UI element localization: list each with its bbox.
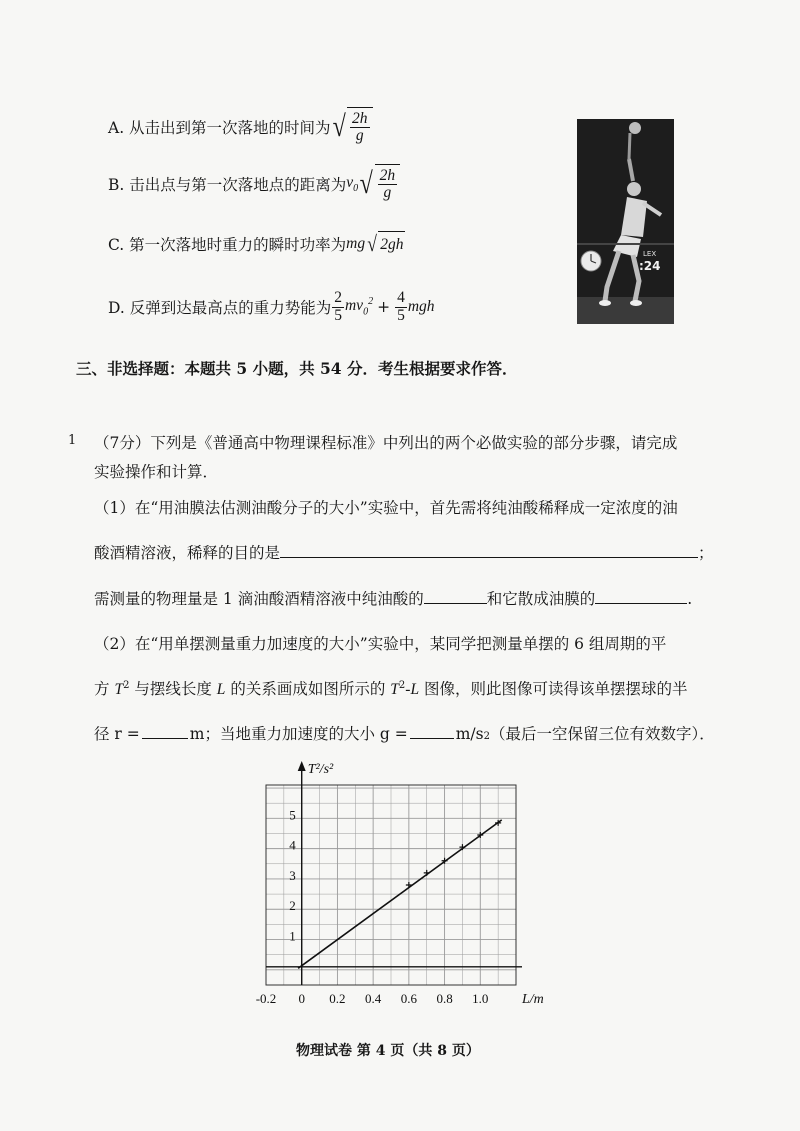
part2-line3-sup: 2 — [483, 731, 490, 742]
option-d-mv: mv — [344, 297, 364, 315]
tennis-serve-photo — [577, 119, 674, 324]
section-heading: 三、非选择题：本题共 5 小题，共 54 分．考生根据要求作答． — [76, 359, 518, 378]
part2-T-sup: 2 — [123, 679, 130, 691]
part1-line2 — [94, 541, 714, 563]
x-tick-label: 1.0 — [472, 991, 489, 1006]
option-b-v: v — [346, 173, 354, 191]
part2-line2-a: 方 — [94, 680, 115, 698]
option-d — [108, 285, 435, 329]
option-d-frac2-num: 4 — [397, 289, 405, 307]
option-a-text: A. 从击出到第一次落地的时间为 — [108, 119, 331, 137]
option-a-frac-den: g — [355, 127, 364, 144]
option-b-sqrt: √ $\frac{2h}{g}$ — [358, 164, 400, 204]
answer-blank-film-area[interactable] — [595, 589, 687, 604]
part2-line2-d: 图像，则此图像可读得该单摆摆球的半 — [419, 680, 688, 698]
option-c-sqrt: √ 2gh — [367, 231, 404, 256]
x-tick-label: 0.6 — [400, 991, 417, 1006]
part2-line3 — [94, 722, 715, 744]
option-d-frac1-num: 2 — [334, 289, 342, 307]
option-b-frac-num: 2h — [379, 166, 396, 184]
answer-blank-gravity[interactable] — [410, 724, 454, 739]
t2-l-chart — [240, 755, 544, 1015]
part2-line2-c: 的关系画成如图所示的 — [225, 680, 391, 698]
y-axis-arrow — [298, 761, 306, 771]
y-tick-label: 3 — [289, 867, 296, 883]
option-d-mv-sup: 2 — [368, 296, 374, 308]
part1-line2-text: 酸酒精溶液，稀释的目的是 — [94, 544, 281, 562]
part1-line3 — [94, 587, 692, 609]
answer-blank-oleic-volume[interactable] — [424, 589, 487, 604]
option-d-frac1 — [332, 290, 344, 324]
answer-blank-radius[interactable] — [142, 724, 188, 739]
question-intro-line2: 实验操作和计算． — [94, 463, 219, 481]
part2-line1: （2）在“用单摆测量重力加速度的大小”实验中，某同学把测量单摆的 6 组周期的平 — [94, 635, 667, 653]
option-d-frac1-den: 5 — [334, 306, 342, 324]
option-b-v0 — [346, 174, 358, 194]
option-d-term1 — [345, 296, 373, 317]
option-b-text: B. 击出点与第一次落地点的距离为 — [108, 176, 347, 194]
option-c-mg: mg — [346, 235, 366, 252]
option-a — [108, 106, 373, 148]
option-d-mgh: mgh — [407, 298, 435, 315]
x-tick-label: 0 — [298, 991, 305, 1006]
y-tick-label: 5 — [289, 807, 296, 823]
part2-line2-b: 与摆线长度 — [129, 680, 217, 698]
option-b-v-sub: 0 — [353, 183, 359, 195]
data-point — [424, 870, 430, 876]
part1-line1: （1）在“用油膜法估测油酸分子的大小”实验中，首先需将纯油酸稀释成一定浓度的油 — [94, 499, 678, 517]
data-point — [406, 882, 412, 888]
option-c-text: C. 第一次落地时重力的瞬时功率为 — [108, 236, 347, 254]
part1-line2-end: ； — [698, 544, 714, 562]
option-d-frac2 — [395, 290, 407, 324]
part2-TL-sup: 2 — [398, 679, 406, 691]
tennis-player-illustration — [577, 119, 674, 324]
x-tick-label: -0.2 — [255, 991, 277, 1006]
photo-sign-text: LEX — [643, 250, 657, 258]
option-d-frac2-den: 5 — [397, 306, 405, 324]
y-tick-label: 2 — [289, 898, 296, 914]
y-tick-label: 1 — [289, 928, 296, 944]
option-a-sqrt: √ $\frac{2h}{g}$ — [331, 107, 373, 147]
x-tick-label: 0.4 — [365, 991, 382, 1006]
page-footer: 物理试卷 第 4 页（共 8 页） — [296, 1043, 480, 1059]
part2-line3-a: 径 r = — [94, 725, 140, 743]
part2-TL-T: T — [390, 681, 399, 698]
x-tick-label: 0.2 — [329, 991, 346, 1006]
part2-line3-b: m；当地重力加速度的大小 g = — [189, 725, 408, 743]
part1-line3-text-a: 需测量的物理量是 1 滴油酸酒精溶液中纯油酸的 — [94, 590, 424, 608]
x-axis-label: L/m — [522, 992, 544, 1007]
question-number: 1 — [68, 433, 77, 448]
part2-line3-d: （最后一空保留三位有效数字）． — [489, 725, 715, 743]
y-axis-label: T²/s² — [307, 762, 334, 777]
option-b-frac-den: g — [383, 184, 392, 201]
part2-L: L — [216, 681, 226, 698]
option-a-frac-num: 2h — [352, 109, 368, 127]
option-d-plus: + — [377, 298, 391, 316]
option-d-mv-sub: 0 — [363, 306, 369, 318]
y-tick-label: 4 — [289, 837, 296, 853]
part1-line3-text-b: 和它散成油膜的 — [486, 590, 596, 608]
x-tick-label: 0.8 — [436, 991, 453, 1006]
part1-line3-end: . — [687, 590, 693, 608]
part2-line2 — [94, 677, 688, 699]
part2-T: T — [114, 681, 124, 698]
option-c-radicand: 2gh — [378, 231, 405, 257]
question-intro-line1: （7分）下列是《普通高中物理课程标准》中列出的两个必做实验的部分步骤，请完成 — [94, 434, 678, 452]
option-c — [108, 228, 405, 260]
photo-score-text: :24 — [639, 259, 661, 273]
part2-TL-rest: -L — [405, 681, 420, 698]
part2-line3-c: m/s — [455, 725, 484, 743]
answer-blank-dilution-purpose[interactable] — [280, 543, 698, 558]
option-d-text: D. 反弹到达最高点的重力势能为 — [108, 299, 332, 317]
option-b — [108, 163, 400, 205]
